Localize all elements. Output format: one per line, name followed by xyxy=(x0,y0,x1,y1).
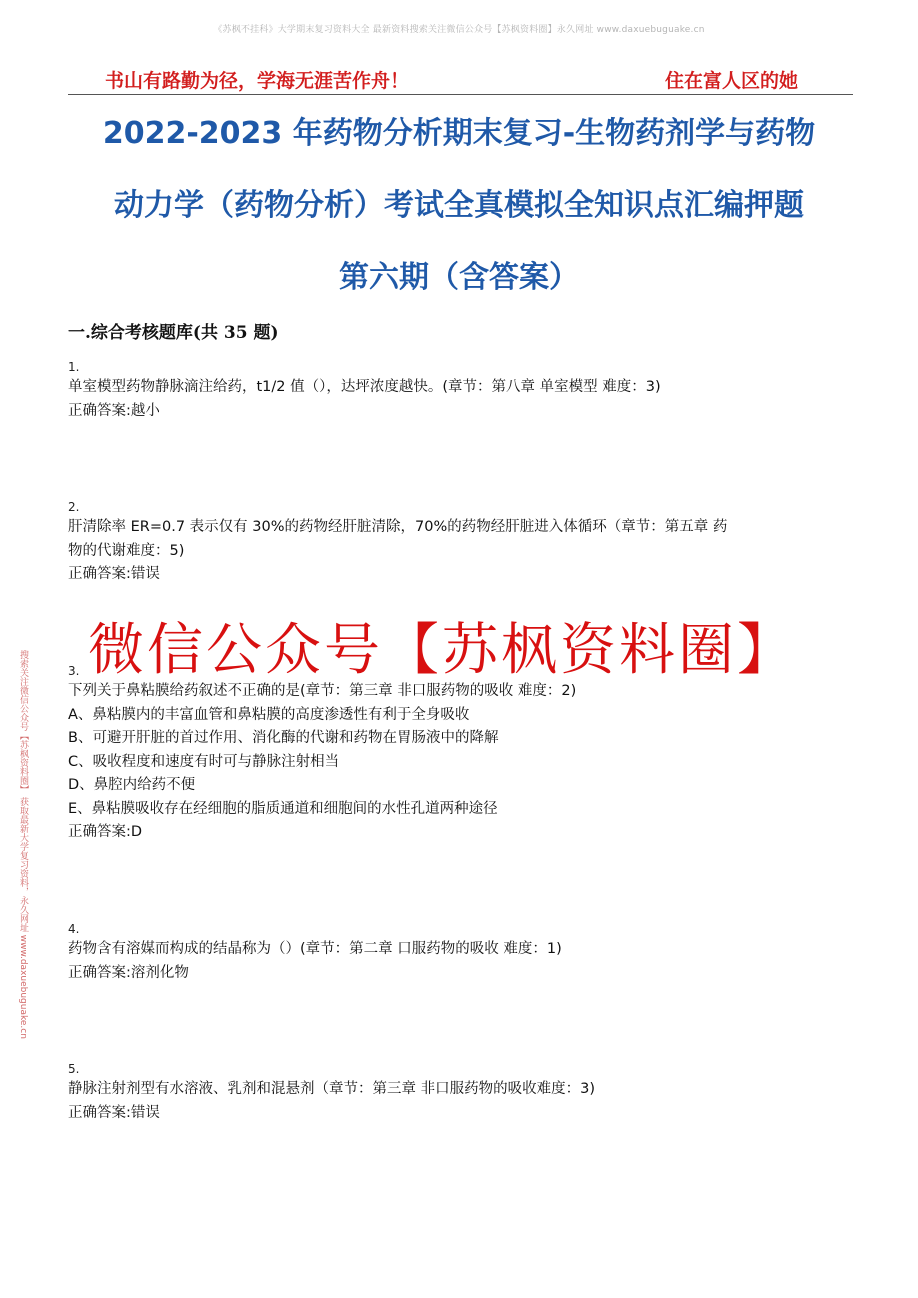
question-number: 2. xyxy=(68,500,80,514)
motto-right: 住在富人区的她 xyxy=(665,70,799,92)
question-number: 1. xyxy=(68,360,80,374)
question-text: 静脉注射剂型有水溶液、乳剂和混悬剂（章节：第三章 非口服药物的吸收难度：3) xyxy=(68,1081,595,1097)
header-divider xyxy=(68,94,853,95)
option-c: C、吸收程度和速度有时可与静脉注射相当 xyxy=(68,753,340,770)
answer-text: 正确答案:越小 xyxy=(68,402,160,419)
motto-left: 书山有路勤为径，学海无涯苦作舟！ xyxy=(105,70,410,92)
question-text: 药物含有溶媒而构成的结晶称为（）(章节：第二章 口服药物的吸收 难度：1) xyxy=(68,941,562,957)
option-e: E、鼻粘膜吸收存在经细胞的脂质通道和细胞间的水性孔道两种途径 xyxy=(68,800,498,817)
question-text: 物的代谢难度：5) xyxy=(68,542,185,559)
document-title xyxy=(40,98,878,314)
section-heading: 一.综合考核题库(共 35 题) xyxy=(68,323,279,343)
wechat-watermark: 微信公众号【苏枫资料圈】 xyxy=(88,618,796,683)
title-line-3: 第六期（含答案） xyxy=(339,260,579,295)
side-watermark: 搜索关注微信公众号【苏枫资料圈】 获取最新大学复习资料，永久网址 www.daxuebuguake.cn xyxy=(18,650,28,1039)
option-b: B、可避开肝脏的首过作用、消化酶的代谢和药物在胃肠液中的降解 xyxy=(68,730,499,746)
question-text: 下列关于鼻粘膜给药叙述不正确的是(章节：第三章 非口服药物的吸收 难度：2) xyxy=(68,683,577,699)
answer-text: 正确答案:错误 xyxy=(68,1104,160,1121)
question-text: 肝清除率 ER=0.7 表示仅有 30%的药物经肝脏清除，70%的药物经肝脏进入体循环（章节：第五章 药 xyxy=(68,519,728,535)
question-number: 5. xyxy=(68,1062,80,1076)
title-line-2: 动力学（药物分析）考试全真模拟全知识点汇编押题 xyxy=(114,188,804,223)
top-watermark: 《苏枫不挂科》大学期末复习资料大全 最新资料搜索关注微信公众号【苏枫资料圈】永久网址 www.daxuebuguake.cn xyxy=(213,25,705,35)
title-line-1: 2022-2023 年药物分析期末复习-生物药剂学与药物 xyxy=(102,116,816,151)
question-number: 4. xyxy=(68,922,80,936)
option-a: A、鼻粘膜内的丰富血管和鼻粘膜的高度渗透性有利于全身吸收 xyxy=(68,706,470,723)
question-2 xyxy=(68,498,858,587)
answer-text: 正确答案:溶剂化物 xyxy=(68,964,189,981)
option-d: D、鼻腔内给药不便 xyxy=(68,777,196,793)
question-4 xyxy=(68,920,858,985)
question-1 xyxy=(68,358,858,423)
question-number: 3. xyxy=(68,664,80,678)
question-3 xyxy=(68,662,858,845)
answer-text: 正确答案:错误 xyxy=(68,566,160,582)
question-5 xyxy=(68,1060,858,1125)
answer-text: 正确答案:D xyxy=(68,824,143,840)
question-text: 单室模型药物静脉滴注给药，t1/2 值（），达坪浓度越快。(章节：第八章 单室模型 难度：3) xyxy=(68,379,661,395)
